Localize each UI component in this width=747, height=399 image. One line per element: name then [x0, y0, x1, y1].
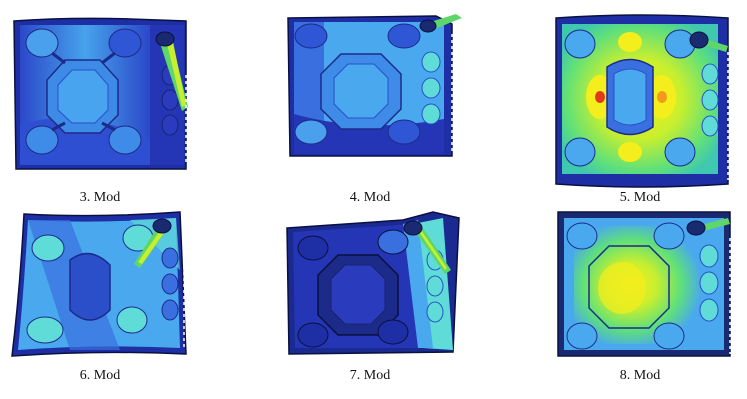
- mode-3-contour-plot: [10, 15, 190, 173]
- mode-8-contour-plot: [554, 208, 734, 360]
- mode-5-panel: [552, 12, 734, 190]
- mode-7-contour-plot: [283, 210, 463, 358]
- mode-4-contour-plot: [286, 14, 462, 160]
- mode-6-panel: [10, 210, 192, 358]
- mode-4-panel: [286, 14, 462, 160]
- mode-8-panel: [554, 208, 734, 360]
- mode-3-panel: [10, 15, 190, 173]
- mode-5-caption: 5. Mod: [619, 190, 661, 205]
- mode-7-panel: [283, 210, 463, 358]
- mode-3-caption: 3. Mod: [79, 190, 121, 205]
- mode-6-contour-plot: [10, 210, 192, 358]
- mode-8-caption: 8. Mod: [619, 368, 661, 383]
- mode-6-caption: 6. Mod: [79, 368, 121, 383]
- mode-5-contour-plot: [552, 12, 734, 190]
- mode-4-caption: 4. Mod: [349, 190, 391, 205]
- mode-7-caption: 7. Mod: [349, 368, 391, 383]
